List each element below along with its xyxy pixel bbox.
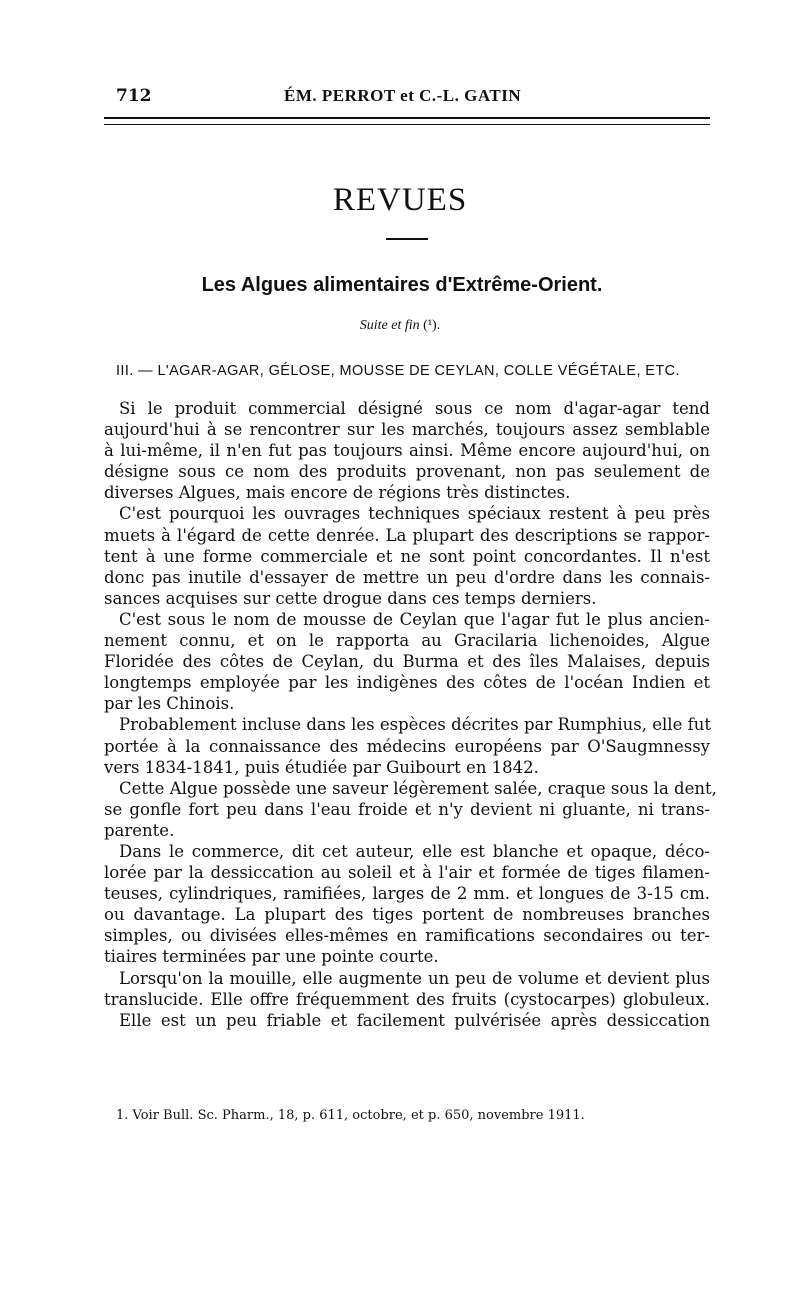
body-line: longtemps employée par les indigènes des côtes de l'océan Indien et <box>104 673 710 693</box>
body-line: nement connu, et on le rapporta au Gracilaria lichenoides, Algue <box>104 631 710 651</box>
article-title-text: Les Algues alimentaires d'Extrême-Orient. <box>201 274 603 296</box>
body-line: muets à l'égard de cette denrée. La plupart des descriptions se rappor- <box>104 525 710 545</box>
body-line: à lui-même, il n'en fut pas toujours ainsi. Même encore aujourd'hui, on <box>104 441 710 461</box>
body-line: simples, ou divisées elles-mêmes en ramifications secondaires ou ter- <box>104 926 710 946</box>
body-line: vers 1834-1841, puis étudiée par Guibourt en 1842. <box>104 757 539 777</box>
body-line: donc pas inutile d'essayer de mettre un peu d'ordre dans les connais- <box>104 567 710 587</box>
body-line: par les Chinois. <box>104 694 235 714</box>
page-header <box>116 82 710 112</box>
body-line: Floridée des côtes de Ceylan, du Burma et des îles Malaises, depuis <box>104 652 710 672</box>
body-line: Cette Algue possède une saveur légèrement salée, craque sous la dent, <box>119 778 717 798</box>
body-line: lorée par la dessiccation au soleil et à l'air et formée de tiges filamen- <box>104 863 710 883</box>
title-divider <box>386 238 428 240</box>
subtitle-note: (¹). <box>423 318 441 333</box>
body-line: portée à la connaissance des médecins européens par O'Saugmnessy <box>104 736 710 756</box>
header-rule-thick <box>104 117 710 119</box>
article-title <box>0 274 800 297</box>
body-line: tiaires terminées par une pointe courte. <box>104 947 439 967</box>
section-heading: III. — L'AGAR-AGAR, GÉLOSE, MOUSSE DE CEYLAN, COLLE VÉGÉTALE, ETC. <box>116 363 680 379</box>
subtitle-text: Suite et fin <box>359 318 420 333</box>
body-line: ou davantage. La plupart des tiges portent de nombreuses branches <box>104 905 710 925</box>
body-line: désigne sous ce nom des produits provenant, non pas seulement de <box>104 462 710 482</box>
body-line: Elle est un peu friable et facilement pulvérisée après dessiccation <box>119 1010 710 1030</box>
body-line: tent à une forme commerciale et ne sont point concordantes. Il n'est <box>104 546 710 566</box>
body-line: Si le produit commercial désigné sous ce nom d'agar-agar tend <box>119 399 710 418</box>
body-line: C'est sous le nom de mousse de Ceylan que l'agar fut le plus ancien- <box>119 609 710 629</box>
body-line: sances acquises sur cette drogue dans ces temps derniers. <box>104 588 597 608</box>
section-title: REVUES <box>332 182 468 218</box>
body-line: parente. <box>104 820 175 840</box>
body-line: C'est pourquoi les ouvrages techniques spéciaux restent à peu près <box>119 504 710 524</box>
subtitle <box>0 318 800 334</box>
body-line: diverses Algues, mais encore de régions très distinctes. <box>104 483 571 503</box>
body-line: Dans le commerce, dit cet auteur, elle est blanche et opaque, déco- <box>119 841 710 861</box>
header-rule-thin <box>104 124 710 125</box>
body-line: se gonfle fort peu dans l'eau froide et n'y devient ni gluante, ni trans- <box>104 799 710 819</box>
page-number: 712 <box>116 86 152 106</box>
body-line: teuses, cylindriques, ramifiées, larges de 2 mm. et longues de 3-15 cm. <box>104 884 710 904</box>
body-line: aujourd'hui à se rencontrer sur les marchés, toujours assez semblable <box>104 420 710 440</box>
running-head: ÉM. PERROT et C.-L. GATIN <box>284 86 522 105</box>
body-line: Lorsqu'on la mouille, elle augmente un peu de volume et devient plus <box>119 968 710 988</box>
body-text <box>104 398 717 1031</box>
body-line: Probablement incluse dans les espèces décrites par Rumphius, elle fut <box>119 715 711 735</box>
body-line: translucide. Elle offre fréquemment des fruits (cystocarpes) globuleux. <box>104 989 710 1009</box>
footnote: 1. Voir Bull. Sc. Pharm., 18, p. 611, octobre, et p. 650, novembre 1911. <box>116 1108 585 1123</box>
